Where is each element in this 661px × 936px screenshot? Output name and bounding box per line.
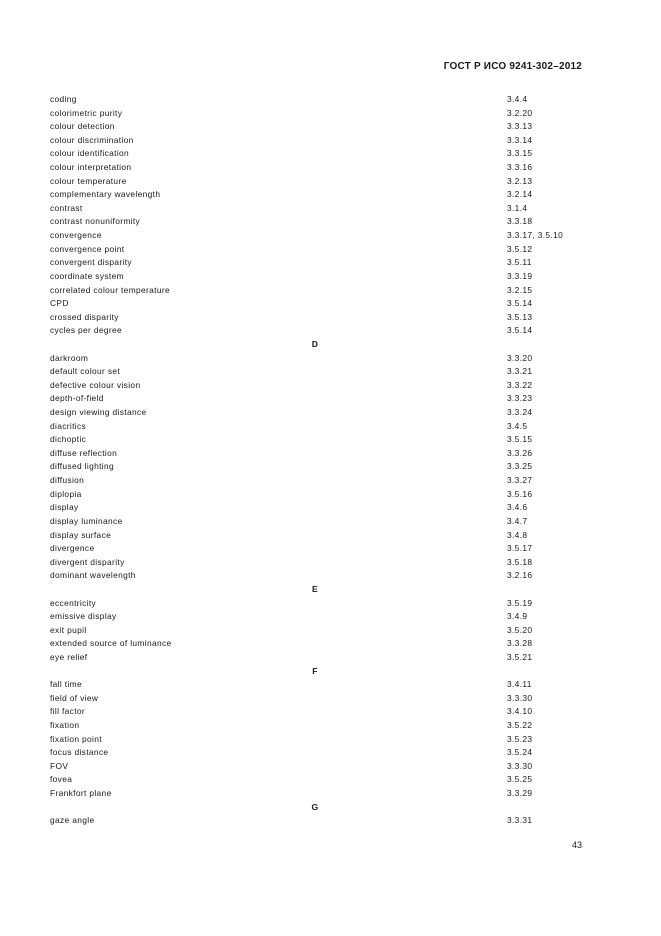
index-term: diffusion — [50, 475, 85, 486]
index-reference: 3.4.8 — [507, 529, 528, 540]
index-entry — [50, 352, 590, 366]
index-term: eye relief — [50, 651, 88, 662]
index-term: darkroom — [50, 352, 89, 363]
index-reference: 3.5.20 — [507, 624, 533, 635]
index-term: diffuse reflection — [50, 447, 118, 458]
index-reference: 3.3.31 — [507, 815, 533, 826]
index-term: diacritics — [50, 420, 87, 431]
section-letter: E — [311, 583, 319, 594]
index-entry — [50, 229, 590, 243]
index-reference: 3.5.15 — [507, 434, 533, 445]
index-term: crossed disparity — [50, 311, 119, 322]
index-reference: 3.3.25 — [507, 461, 533, 472]
index-entry — [50, 460, 590, 474]
index-reference: 3.2.13 — [507, 175, 533, 186]
index-entry — [50, 542, 590, 556]
index-reference: 3.5.14 — [507, 298, 533, 309]
index-term: contrast nonuniformity — [50, 216, 141, 227]
index-reference: 3.2.16 — [507, 570, 533, 581]
index-term: diffused lighting — [50, 461, 114, 472]
index-term: focus distance — [50, 747, 109, 758]
index-entry — [50, 256, 590, 270]
index-entry — [50, 556, 590, 570]
index-term: fill factor — [50, 706, 86, 717]
index-term: colorimetric purity — [50, 107, 123, 118]
index-term: display surface — [50, 529, 112, 540]
index-entry — [50, 488, 590, 502]
section-letter: G — [311, 801, 319, 812]
index-reference: 3.5.25 — [507, 774, 533, 785]
index-reference: 3.5.12 — [507, 243, 533, 254]
index-term: convergence — [50, 230, 102, 241]
index-entry — [50, 215, 590, 229]
index-reference: 3.3.21 — [507, 366, 533, 377]
index-term: default colour set — [50, 366, 121, 377]
index-reference: 3.5.17 — [507, 543, 533, 554]
index-entry — [50, 365, 590, 379]
index-reference: 3.3.22 — [507, 379, 533, 390]
index-entry — [50, 610, 590, 624]
index-entry — [50, 134, 590, 148]
index-term: field of view — [50, 692, 99, 703]
index-entry — [50, 433, 590, 447]
index-term: colour interpretation — [50, 162, 132, 173]
index-term: extended source of luminance — [50, 638, 172, 649]
index-reference: 3.3.15 — [507, 148, 533, 159]
index-entry — [50, 406, 590, 420]
index-reference: 3.5.16 — [507, 488, 533, 499]
index-reference: 3.3.23 — [507, 393, 533, 404]
index-entry — [50, 379, 590, 393]
index-reference: 3.2.20 — [507, 107, 533, 118]
index-term: FOV — [50, 760, 69, 771]
index-entry — [50, 733, 590, 747]
index-entry — [50, 746, 590, 760]
index-term: CPD — [50, 298, 69, 309]
index-reference: 3.2.15 — [507, 284, 533, 295]
index-entry — [50, 501, 590, 515]
index-entry — [50, 474, 590, 488]
index-entry — [50, 147, 590, 161]
index-term: divergence — [50, 543, 95, 554]
index-entry — [50, 175, 590, 189]
index-term: depth-of-field — [50, 393, 104, 404]
index-term: correlated colour temperature — [50, 284, 171, 295]
index-entry — [50, 420, 590, 434]
index-term: colour identification — [50, 148, 130, 159]
index-reference: 3.3.30 — [507, 692, 533, 703]
index-entry — [50, 297, 590, 311]
index-reference: 3.3.14 — [507, 134, 533, 145]
index-reference: 3.3.24 — [507, 407, 533, 418]
index-term: divergent disparity — [50, 556, 125, 567]
index-entry — [50, 161, 590, 175]
index-term: eccentricity — [50, 597, 97, 608]
index-term: exit pupil — [50, 624, 87, 635]
index-reference: 3.4.7 — [507, 515, 528, 526]
index-reference: 3.3.20 — [507, 352, 533, 363]
index-entry — [50, 188, 590, 202]
index-reference: 3.5.13 — [507, 311, 533, 322]
index-reference: 3.3.17, 3.5.10 — [507, 230, 564, 241]
page-number: 43 — [571, 840, 582, 850]
index-entry — [50, 202, 590, 216]
index-term: dichoptic — [50, 434, 87, 445]
index-reference: 3.3.13 — [507, 121, 533, 132]
index-entry — [50, 705, 590, 719]
index-entry — [50, 814, 590, 828]
index-term: coordinate system — [50, 270, 124, 281]
index-reference: 3.4.9 — [507, 611, 528, 622]
index-reference: 3.5.23 — [507, 733, 533, 744]
document-header: ГОСТ Р ИСО 9241-302–2012 — [443, 61, 582, 72]
index-term: Frankfort plane — [50, 788, 112, 799]
index-reference: 3.3.16 — [507, 162, 533, 173]
index-entry — [50, 529, 590, 543]
section-letter: D — [311, 338, 319, 349]
index-reference: 3.4.4 — [507, 94, 528, 104]
index-term: dominant wavelength — [50, 570, 136, 581]
index-reference: 3.1.4 — [507, 202, 528, 213]
index-reference: 3.5.22 — [507, 720, 533, 731]
index-term: coding — [50, 94, 77, 104]
index-list — [50, 93, 590, 828]
index-entry — [50, 787, 590, 801]
index-entry — [50, 569, 590, 583]
index-entry — [50, 624, 590, 638]
index-reference: 3.5.11 — [507, 257, 532, 268]
index-entry — [50, 678, 590, 692]
index-reference: 3.3.29 — [507, 788, 533, 799]
index-reference: 3.3.26 — [507, 447, 533, 458]
index-reference: 3.4.5 — [507, 420, 528, 431]
section-letter: F — [312, 665, 318, 676]
index-term: contrast — [50, 202, 83, 213]
index-term: fovea — [50, 774, 73, 785]
index-term: fall time — [50, 679, 83, 690]
index-entry — [50, 311, 590, 325]
index-reference: 3.4.6 — [507, 502, 528, 513]
index-reference: 3.3.18 — [507, 216, 533, 227]
index-term: display luminance — [50, 515, 123, 526]
index-reference: 3.5.24 — [507, 747, 533, 758]
index-reference: 3.5.18 — [507, 556, 533, 567]
index-term: gaze angle — [50, 815, 95, 826]
index-entry — [50, 773, 590, 787]
index-term: complementary wavelength — [50, 189, 161, 200]
index-entry — [50, 243, 590, 257]
index-reference: 3.3.30 — [507, 760, 533, 771]
index-entry — [50, 515, 590, 529]
index-entry — [50, 392, 590, 406]
index-reference: 3.5.14 — [507, 325, 533, 336]
index-term: colour detection — [50, 121, 115, 132]
index-entry — [50, 447, 590, 461]
index-entry — [50, 760, 590, 774]
index-term: fixation — [50, 720, 80, 731]
index-entry — [50, 93, 590, 107]
index-entry — [50, 270, 590, 284]
index-term: convergence point — [50, 243, 125, 254]
index-entry — [50, 120, 590, 134]
index-term: colour discrimination — [50, 134, 134, 145]
index-term: diplopia — [50, 488, 82, 499]
index-entry — [50, 284, 590, 298]
index-entry — [50, 107, 590, 121]
index-term: fixation point — [50, 733, 102, 744]
index-term: display — [50, 502, 79, 513]
index-reference: 3.4.10 — [507, 706, 533, 717]
index-entry — [50, 324, 590, 338]
index-reference: 3.3.19 — [507, 270, 533, 281]
index-term: design viewing distance — [50, 407, 147, 418]
index-entry — [50, 692, 590, 706]
index-reference: 3.5.21 — [507, 651, 533, 662]
index-entry — [50, 651, 590, 665]
index-reference: 3.5.19 — [507, 597, 533, 608]
index-term: cycles per degree — [50, 325, 123, 336]
index-reference: 3.3.27 — [507, 475, 533, 486]
index-term: defective colour vision — [50, 379, 141, 390]
index-reference: 3.2.14 — [507, 189, 533, 200]
index-term: convergent disparity — [50, 257, 132, 268]
index-entry — [50, 637, 590, 651]
index-term: emissive display — [50, 611, 117, 622]
index-entry — [50, 719, 590, 733]
index-reference: 3.3.28 — [507, 638, 533, 649]
index-reference: 3.4.11 — [507, 679, 532, 690]
index-entry — [50, 597, 590, 611]
index-term: colour temperature — [50, 175, 127, 186]
